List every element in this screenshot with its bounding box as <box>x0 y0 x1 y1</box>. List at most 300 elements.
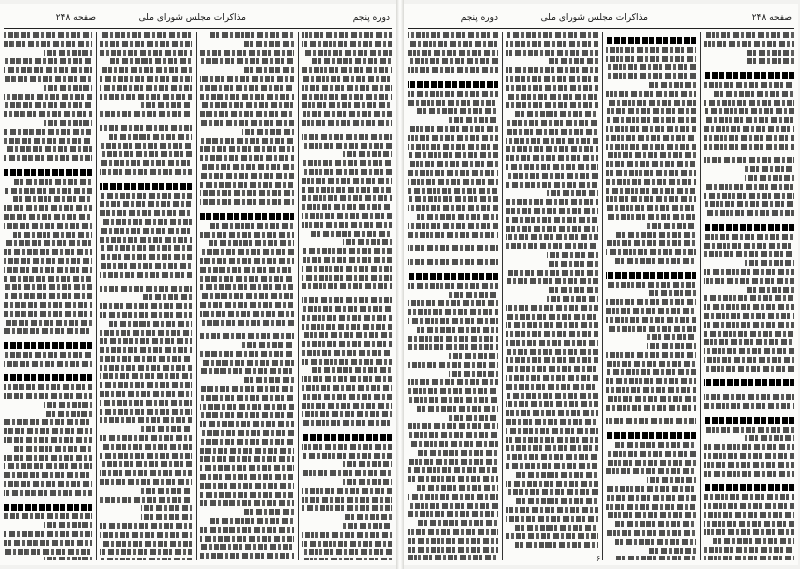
text-line <box>506 138 598 144</box>
text-line <box>343 461 393 467</box>
text-line <box>606 299 696 305</box>
text-line <box>408 41 498 47</box>
text-line <box>606 530 696 536</box>
text-line <box>100 76 192 82</box>
right-header-right: صفحه ۲۴۸ <box>751 13 792 23</box>
text-line <box>200 213 294 220</box>
text-line <box>302 257 392 263</box>
text-line <box>44 85 92 91</box>
text-line <box>704 331 794 337</box>
text-line <box>100 444 192 450</box>
text-line <box>606 56 696 62</box>
text-line <box>515 111 598 117</box>
text-line <box>200 173 294 179</box>
text-line <box>200 351 294 357</box>
text-line <box>200 553 294 559</box>
text-line <box>704 304 794 310</box>
text-line <box>704 201 794 207</box>
text-line <box>408 503 498 509</box>
text-line <box>506 516 598 522</box>
text-line <box>606 486 696 492</box>
text-line <box>200 293 294 299</box>
column-divider <box>700 32 701 560</box>
text-line <box>606 282 696 288</box>
right-col-1 <box>704 32 794 560</box>
text-line <box>408 126 498 132</box>
text-line <box>704 512 794 518</box>
text-line <box>311 231 392 237</box>
text-line <box>506 428 598 434</box>
text-line <box>100 263 192 269</box>
right-page-header <box>404 10 798 26</box>
text-line <box>100 151 192 157</box>
text-line <box>417 214 498 220</box>
text-line <box>506 445 598 451</box>
text-line <box>615 258 696 264</box>
text-line <box>302 558 392 560</box>
text-line <box>4 111 92 117</box>
text-line <box>506 314 598 320</box>
text-line <box>4 302 92 308</box>
text-line <box>506 182 598 188</box>
text-line <box>606 108 696 114</box>
text-line <box>606 179 696 185</box>
text-line <box>4 463 92 469</box>
text-line <box>343 239 393 245</box>
text-line <box>704 521 794 527</box>
text-line <box>302 134 392 140</box>
text-line <box>200 311 294 317</box>
text-line <box>302 266 392 272</box>
text-line <box>606 387 696 393</box>
column-divider <box>96 32 97 560</box>
text-line <box>100 245 192 251</box>
text-line <box>417 406 498 412</box>
text-line <box>302 111 392 117</box>
text-line <box>4 320 92 326</box>
text-line <box>606 396 696 402</box>
text-line <box>302 32 392 38</box>
text-line <box>408 309 498 315</box>
text-line <box>606 126 696 132</box>
text-line <box>343 523 393 529</box>
text-line <box>615 232 696 238</box>
text-line <box>606 205 696 211</box>
text-line <box>141 102 192 108</box>
text-line <box>647 290 697 296</box>
text-line <box>408 58 498 64</box>
text-line <box>547 252 598 258</box>
text-line <box>302 67 392 73</box>
text-line <box>606 451 696 457</box>
text-line <box>647 343 697 349</box>
text-line <box>200 386 294 392</box>
text-line <box>408 152 498 158</box>
text-line <box>200 120 294 126</box>
text-line <box>200 76 294 82</box>
text-line <box>408 100 498 106</box>
text-line <box>506 454 598 460</box>
text-line <box>408 441 498 447</box>
text-line <box>302 376 392 382</box>
text-line <box>408 81 498 88</box>
text-line <box>408 538 498 544</box>
text-line <box>606 326 696 332</box>
text-line <box>408 245 498 251</box>
text-line <box>408 529 498 535</box>
text-line <box>4 437 92 443</box>
text-line <box>506 533 598 539</box>
text-line <box>506 393 598 399</box>
text-line <box>606 308 696 314</box>
text-line <box>200 430 294 436</box>
text-line <box>4 240 92 246</box>
text-line <box>606 47 696 53</box>
text-line <box>606 317 696 323</box>
text-line <box>704 444 794 450</box>
left-header-left: صفحه ۲۴۸ <box>55 13 96 23</box>
text-line <box>141 514 192 520</box>
text-line <box>44 402 92 408</box>
text-line <box>200 164 294 170</box>
text-line <box>200 276 294 282</box>
text-line <box>302 434 392 441</box>
text-line <box>417 520 498 526</box>
left-header-right: دوره پنجم <box>352 13 390 23</box>
text-line <box>506 234 598 240</box>
text-line <box>100 303 192 309</box>
text-line <box>302 94 392 100</box>
text-line <box>449 371 499 377</box>
text-line <box>547 261 598 267</box>
text-line <box>506 199 598 205</box>
text-line <box>4 32 92 38</box>
text-line <box>606 73 696 79</box>
text-line <box>408 467 498 473</box>
text-line <box>4 328 92 334</box>
text-line <box>100 409 192 415</box>
text-line <box>302 541 392 547</box>
text-line <box>704 184 794 190</box>
text-line <box>606 91 696 97</box>
text-line <box>506 226 598 232</box>
text-line <box>606 272 696 279</box>
text-line <box>302 187 392 193</box>
text-line <box>704 234 794 240</box>
text-line <box>615 539 696 545</box>
text-line <box>606 369 696 375</box>
text-line <box>100 417 192 423</box>
text-line <box>606 432 696 439</box>
text-line <box>13 196 92 202</box>
text-line <box>242 67 294 73</box>
text-line <box>408 50 498 56</box>
text-line <box>100 356 192 362</box>
text-line <box>100 461 192 467</box>
text-line <box>506 32 598 38</box>
text-line <box>4 540 92 546</box>
text-line <box>506 349 598 355</box>
text-line <box>506 278 598 284</box>
text-line <box>408 511 498 517</box>
text-line <box>100 391 192 397</box>
text-line <box>704 243 794 249</box>
text-line <box>704 41 794 47</box>
text-line <box>408 423 498 429</box>
text-line <box>302 297 392 303</box>
text-line <box>506 243 598 249</box>
text-line <box>606 64 696 70</box>
column-divider <box>196 32 197 560</box>
text-line <box>100 94 192 100</box>
text-line <box>745 260 795 266</box>
text-line <box>4 94 92 100</box>
text-line <box>506 208 598 214</box>
text-line <box>100 347 192 353</box>
text-line <box>506 331 598 337</box>
right-col-2 <box>606 32 696 560</box>
text-line <box>302 359 392 365</box>
text-line <box>200 267 294 273</box>
text-line <box>606 161 696 167</box>
text-line <box>13 179 92 185</box>
text-line <box>100 497 192 503</box>
text-line <box>200 456 294 462</box>
text-line <box>506 410 598 416</box>
text-line <box>704 427 794 433</box>
text-line <box>704 126 794 132</box>
text-line <box>615 442 696 448</box>
text-line <box>4 214 92 220</box>
text-line <box>100 32 192 38</box>
text-line <box>704 366 794 372</box>
text-line <box>449 117 499 123</box>
text-line <box>408 223 498 229</box>
text-line <box>4 249 92 255</box>
text-line <box>408 397 498 403</box>
text-line <box>4 361 92 367</box>
text-line <box>704 108 794 114</box>
text-line <box>100 237 192 243</box>
text-line <box>704 494 794 500</box>
text-line <box>704 462 794 468</box>
text-line <box>200 360 294 366</box>
text-line <box>4 284 92 290</box>
text-line <box>109 321 192 327</box>
text-line <box>302 306 392 312</box>
text-line <box>4 342 92 349</box>
text-line <box>408 388 498 394</box>
text-line <box>606 196 696 202</box>
text-line <box>408 232 498 238</box>
left-page <box>0 4 396 565</box>
text-line <box>647 223 697 229</box>
text-line <box>100 558 192 560</box>
text-line <box>606 214 696 220</box>
text-line <box>200 155 294 161</box>
text-line <box>704 348 794 354</box>
text-line <box>100 160 192 166</box>
column-divider <box>298 32 299 560</box>
right-header-center: مذاکرات مجلس شورای ملی <box>540 13 648 23</box>
text-line <box>4 384 92 390</box>
text-line <box>606 170 696 176</box>
text-line <box>606 188 696 194</box>
text-line <box>302 470 392 476</box>
text-line <box>606 460 696 466</box>
left-col-4 <box>4 32 92 560</box>
text-line <box>606 361 696 367</box>
left-header-center: مذاکرات مجلس شورای ملی <box>138 13 246 23</box>
right-header-left: دوره پنجم <box>460 13 498 23</box>
text-line <box>408 318 498 324</box>
text-line <box>506 270 598 276</box>
text-line <box>506 155 598 161</box>
book-gutter <box>396 0 404 569</box>
text-line <box>4 374 92 381</box>
text-line <box>302 275 392 281</box>
text-line <box>100 330 192 336</box>
text-line <box>615 556 696 560</box>
text-line <box>408 67 498 73</box>
text-line <box>200 483 294 489</box>
text-line <box>606 378 696 384</box>
text-line <box>506 173 598 179</box>
text-line <box>302 385 392 391</box>
text-line <box>506 366 598 372</box>
text-line <box>200 439 294 445</box>
text-line <box>704 210 794 216</box>
text-line <box>606 249 696 255</box>
text-line <box>704 32 794 38</box>
text-line <box>506 76 598 82</box>
text-line <box>100 210 192 216</box>
text-line <box>4 258 92 264</box>
text-line <box>506 419 598 425</box>
text-line <box>302 222 392 228</box>
text-line <box>100 50 192 56</box>
text-line <box>242 129 294 135</box>
text-line <box>302 85 392 91</box>
text-line <box>200 199 294 205</box>
text-line <box>506 340 598 346</box>
text-line <box>141 488 192 494</box>
text-line <box>713 538 794 544</box>
text-line <box>408 196 498 202</box>
text-line <box>4 393 92 399</box>
text-line <box>408 188 498 194</box>
column-divider <box>502 32 503 560</box>
text-line <box>200 232 294 238</box>
text-line <box>408 547 498 553</box>
text-line <box>506 401 598 407</box>
text-line <box>449 415 499 421</box>
text-line <box>506 375 598 381</box>
text-line <box>4 293 92 299</box>
text-line <box>704 556 794 560</box>
text-line <box>408 459 498 465</box>
text-line <box>100 125 192 131</box>
text-line <box>449 353 499 359</box>
text-line <box>44 522 92 528</box>
text-line <box>141 505 192 511</box>
text-line <box>704 322 794 328</box>
text-line <box>4 513 92 519</box>
text-line <box>547 58 598 64</box>
text-line <box>515 498 598 504</box>
text-line <box>506 67 598 73</box>
text-line <box>408 170 498 176</box>
text-line <box>200 258 294 264</box>
text-line <box>4 146 92 152</box>
text-line <box>200 465 294 471</box>
text-line <box>606 495 696 501</box>
text-line <box>4 223 92 229</box>
text-line <box>302 324 392 330</box>
left-col-3 <box>100 32 192 560</box>
text-line <box>408 432 498 438</box>
text-line <box>408 91 498 97</box>
text-line <box>606 152 696 158</box>
text-line <box>200 536 294 542</box>
right-page <box>404 4 798 565</box>
text-line <box>506 305 598 311</box>
text-line <box>417 450 498 456</box>
text-line <box>100 219 192 225</box>
text-line <box>408 259 498 265</box>
text-line <box>408 379 498 385</box>
text-line <box>408 144 498 150</box>
text-line <box>100 169 192 175</box>
text-line <box>647 477 697 483</box>
text-line <box>4 428 92 434</box>
text-line <box>302 420 392 426</box>
text-line <box>200 50 294 56</box>
text-line <box>200 146 294 152</box>
text-line <box>506 129 598 135</box>
text-line <box>200 85 294 91</box>
text-line <box>242 41 294 47</box>
text-line <box>100 541 192 547</box>
text-line <box>547 190 598 196</box>
text-line <box>200 492 294 498</box>
text-line <box>704 224 794 231</box>
text-line <box>302 394 392 400</box>
text-line <box>4 352 92 358</box>
text-line <box>606 144 696 150</box>
text-line <box>606 512 696 518</box>
text-line <box>408 494 498 500</box>
text-line <box>100 382 192 388</box>
text-line <box>100 338 192 344</box>
text-line <box>100 365 192 371</box>
text-line <box>408 555 498 560</box>
text-line <box>200 500 294 506</box>
text-line <box>44 50 92 56</box>
text-line <box>615 521 696 527</box>
text-line <box>704 82 794 88</box>
text-line <box>4 531 92 537</box>
text-line <box>515 472 598 478</box>
text-line <box>4 67 92 73</box>
text-line <box>100 254 192 260</box>
text-line <box>408 362 498 368</box>
text-line <box>704 117 794 123</box>
text-line <box>4 267 92 273</box>
column-divider <box>602 32 603 560</box>
text-line <box>343 151 393 157</box>
text-line <box>302 453 392 459</box>
